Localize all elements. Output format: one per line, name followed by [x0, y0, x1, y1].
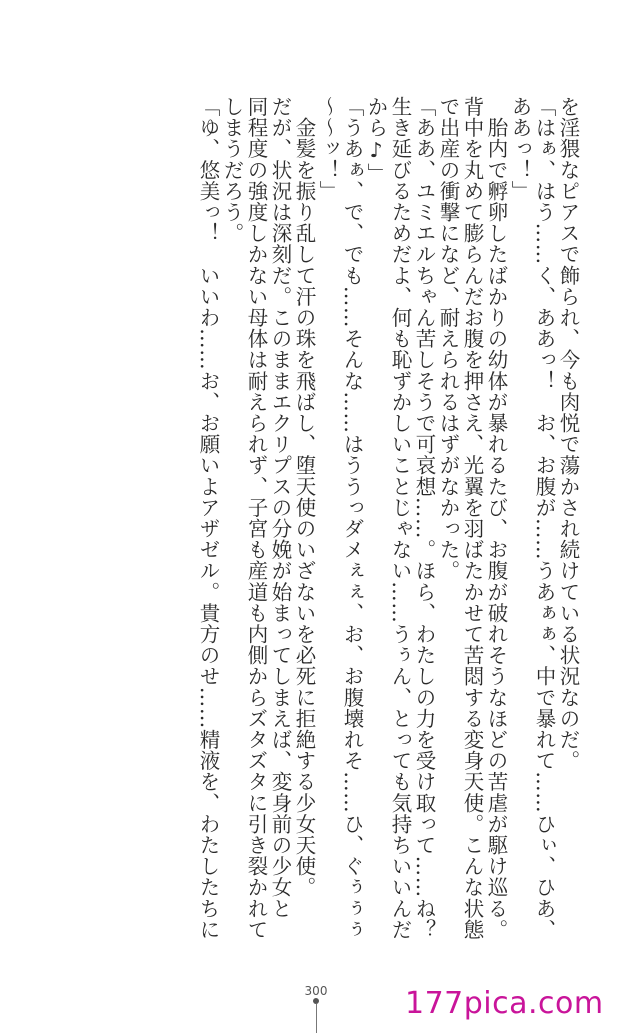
text-line: 「うあぁ、で、でも……そんな……はううっダメぇぇ、お、お腹壊れそ……ひ、ぐぅぅぅ — [340, 96, 364, 940]
text-line: で出産の衝撃になど、耐えられるはずがなかった。 — [436, 96, 460, 582]
text-line: から♪」 — [364, 96, 388, 184]
text-line: ああっ！」 — [508, 96, 532, 202]
text-line: 生き延びるためだよ、何も恥ずかしいことじゃない……うぅん、とっても気持ちいいんだ — [388, 96, 412, 940]
text-line: だが、状況は深刻だ。このままエクリプスの分娩が始まってしまえば、変身前の少女と — [268, 96, 292, 919]
watermark: 177pica.com — [405, 986, 604, 1021]
text-line: 背中を丸めて膨らんだお腹を押さえ、光翼を羽ばたかせて苦悶する変身天使。こんな状態 — [460, 96, 484, 940]
text-line: 胎内で孵卵したばかりの幼体が暴れるたび、お腹が破れそうなほどの苦虐が駆け巡る。 — [484, 96, 508, 940]
text-line: 金髪を振り乱して汗の珠を飛ばし、堕天使のいざないを必死に拒絶する少女天使。 — [292, 96, 316, 898]
text-line: 同程度の強度しかない母体は耐えられず、子宮も産道も内側からズタズタに引き裂かれて — [244, 96, 268, 940]
text-line: 「ゆ、悠美っ！ いいわ……お、お願いよアザゼル。貴方のせ……精液を、わたしたちに — [196, 96, 220, 940]
page-number: 300 — [304, 984, 328, 998]
text-line: 「はぁ、はう……く、ああっ！ お、お腹が……うあぁぁ、中で暴れて……ひぃ、ひあ、 — [532, 96, 556, 940]
text-line: しまうだろう。 — [220, 96, 244, 244]
text-line: を淫猥なピアスで飾られ、今も肉悦で蕩かされ続けている状況なのだ。 — [556, 96, 580, 772]
vertical-text-body — [52, 96, 580, 958]
ornament-line — [316, 1004, 317, 1033]
text-line: 「ああ、ユミエルちゃん苦しそうで可哀想……。ほら、わたしの力を受け取って……ね？ — [412, 96, 436, 940]
text-line: ～～ッ！」 — [316, 96, 340, 202]
page-ornament — [311, 998, 321, 1033]
